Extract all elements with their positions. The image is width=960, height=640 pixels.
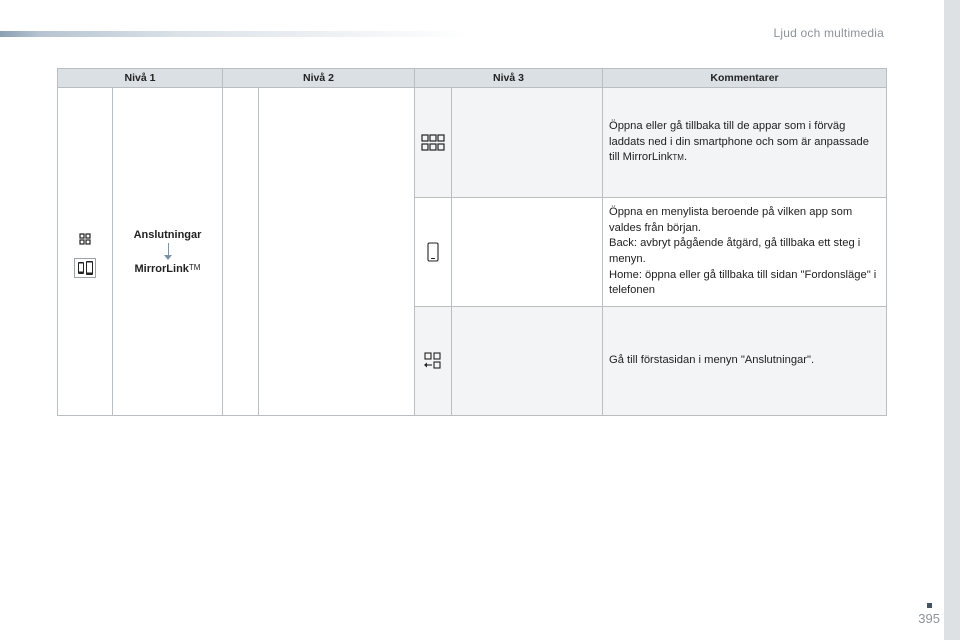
level3-icon-cell: [415, 88, 452, 198]
header-level1: Nivå 1: [58, 69, 223, 88]
page-marker: [927, 603, 932, 608]
page-number: 395: [918, 611, 940, 626]
apps-grid-icon: [421, 134, 445, 152]
connections-grid-icon: [78, 232, 92, 246]
level3-icon-cell: [415, 307, 452, 416]
level1-icons-cell: [58, 88, 113, 416]
comment-cell: Öppna en menylista beroende på vilken app som valdes från början. Back: avbryt pågående åtgärd, gå tillbaka ett steg i menyn. Home: öppna eller gå tillbaka till sidan "Fordonsläge" i telefonen: [603, 198, 887, 307]
mirrorlink-phones-icon: [74, 258, 96, 278]
level2-label-cell: [259, 88, 415, 416]
level1-label-connections: Anslutningar: [133, 228, 202, 241]
level3-label-cell: [452, 88, 603, 198]
level2-icon-cell: [223, 88, 259, 416]
header-level3: Nivå 3: [415, 69, 603, 88]
comment-cell: Öppna eller gå tillbaka till de appar som i förväg laddats ned i din smartphone och som är anpassade till MirrorLink™.: [603, 88, 887, 198]
level1-label-mirrorlink: MirrorLink™: [134, 262, 201, 275]
header-level2: Nivå 2: [223, 69, 415, 88]
down-arrow-icon: [113, 241, 222, 263]
table-header-row: [58, 69, 887, 88]
header-comments: Kommentarer: [603, 69, 887, 88]
menu-table: [57, 68, 887, 416]
level1-label-cell: [113, 88, 223, 416]
side-strip: [944, 0, 960, 640]
level3-icon-cell: [415, 198, 452, 307]
back-to-connections-icon: [423, 352, 443, 370]
table-row: [58, 88, 887, 198]
level3-label-cell: [452, 198, 603, 307]
smartphone-icon: [427, 242, 439, 262]
header-accent-bar: [0, 31, 470, 37]
section-title: Ljud och multimedia: [773, 26, 884, 40]
level3-label-cell: [452, 307, 603, 416]
comment-cell: Gå till förstasidan i menyn "Anslutningar".: [603, 307, 887, 416]
